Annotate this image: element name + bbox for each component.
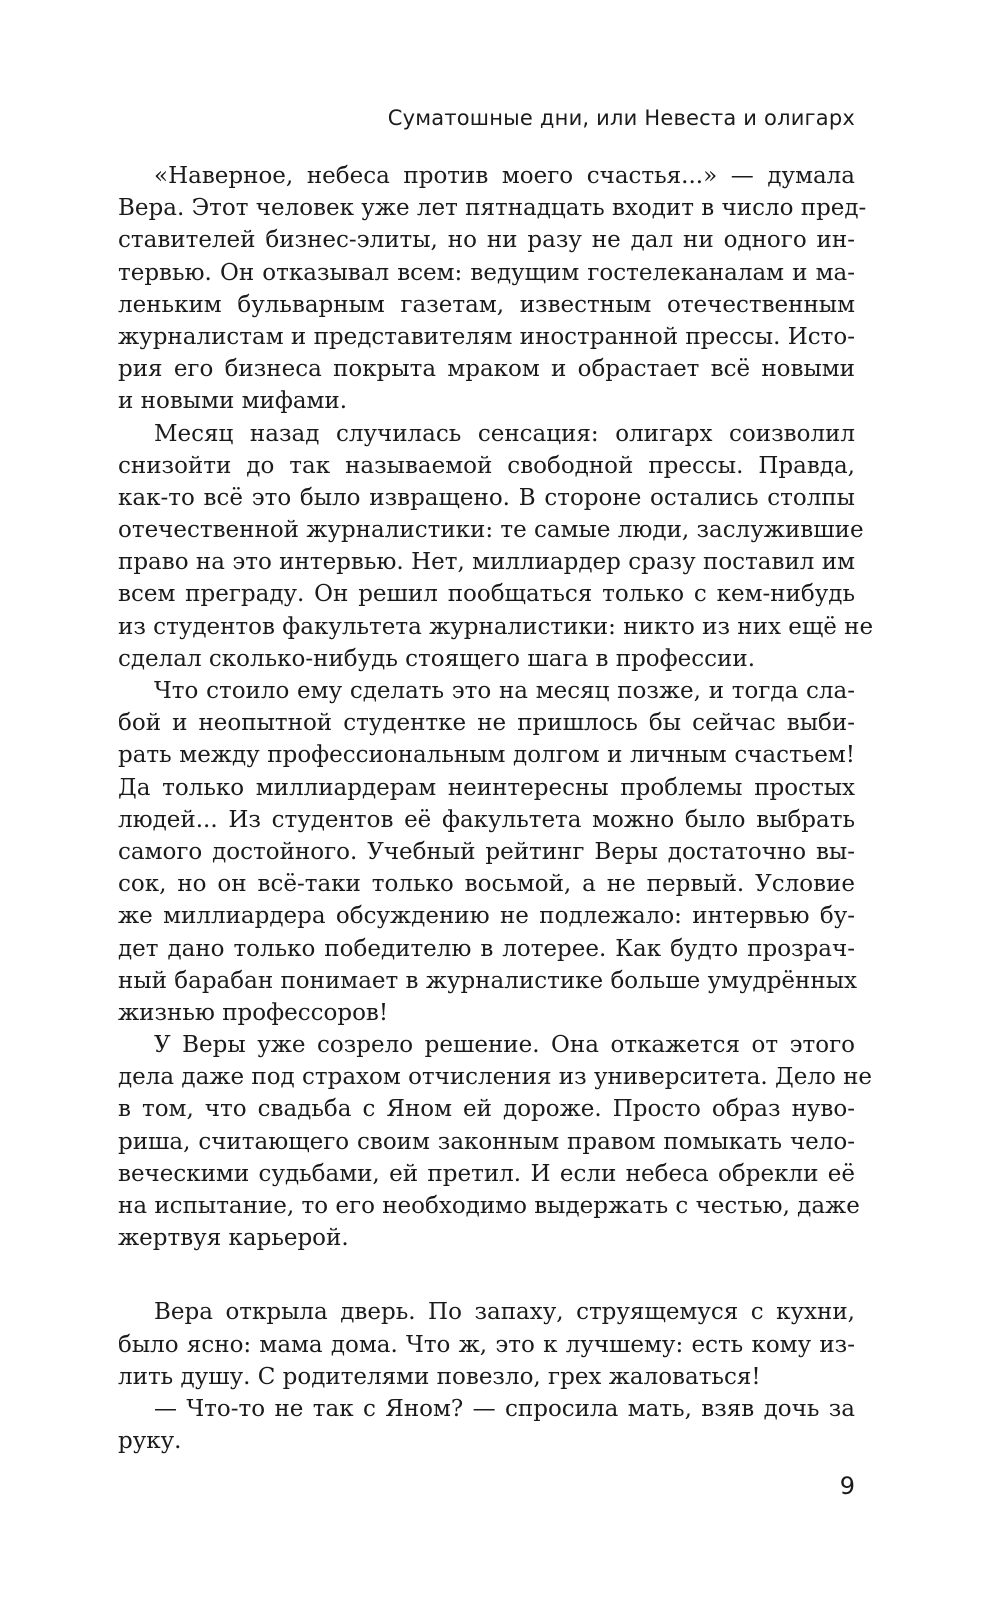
text-line: ставителей бизнес-элиты, но ни разу не дал ни одного ин- — [118, 227, 855, 254]
text-line: тервью. Он отказывал всем: ведущим гостелеканалам и ма- — [118, 259, 855, 286]
paragraph — [118, 675, 855, 1029]
text-line: рать между профессиональным долгом и личным счастьем! — [118, 742, 855, 769]
text-line: ный барабан понимает в журналистике больше умудрённых — [118, 967, 857, 994]
text-line: жизнью профессоров! — [118, 999, 389, 1026]
text-line: из студентов факультета журналистики: никто из них ещё не — [118, 613, 874, 640]
paragraph — [118, 1029, 873, 1254]
text-line: веческими судьбами, ей претил. И если небеса обрекли её — [118, 1160, 855, 1187]
text-line: снизойти до так называемой свободной прессы. Правда, — [118, 452, 855, 479]
text-line: дет дано только победителю в лотерее. Как будто прозрач- — [118, 935, 855, 962]
text-line: всем преграду. Он решил пообщаться только с кем-нибудь — [118, 581, 855, 608]
running-header: Суматошные дни, или Невеста и олигарх — [387, 106, 855, 130]
body-text — [118, 160, 874, 1457]
page-number: 9 — [839, 1472, 855, 1500]
text-line: бой и неопытной студентке не пришлось бы сейчас выби- — [118, 710, 855, 737]
text-line: Месяц назад случилась сенсация: олигарх соизволил — [154, 420, 855, 447]
text-line: на испытание, то его необходимо выдержать с честью, даже — [118, 1193, 860, 1219]
paragraph — [118, 418, 874, 676]
text-line: право на это интервью. Нет, миллиардер сразу поставил им — [118, 549, 855, 576]
text-line: жертвуя карьерой. — [118, 1225, 349, 1252]
text-line: самого достойного. Учебный рейтинг Веры достаточно вы- — [118, 838, 855, 865]
text-line: и новыми мифами. — [118, 388, 348, 415]
text-line: отечественной журналистики: те самые люди, заслужившие — [118, 517, 864, 544]
text-line: же миллиардера обсуждению не подлежало: интервью бу- — [118, 903, 855, 930]
text-line: как-то всё это было извращено. В стороне остались столпы — [118, 484, 855, 511]
paragraph — [118, 160, 867, 418]
text-line: дела даже под страхом отчисления из университета. Дело не — [118, 1064, 873, 1091]
text-line: леньким бульварным газетам, известным отечественным — [118, 291, 855, 318]
text-line: лить душу. С родителями повезло, грех жаловаться! — [118, 1363, 761, 1390]
text-line: Что стоило ему сделать это на месяц позже, и тогда сла- — [154, 678, 855, 704]
text-line: в том, что свадьба с Яном ей дороже. Просто образ нуво- — [118, 1096, 855, 1123]
text-line: Вера открыла дверь. По запаху, струящемуся с кухни, — [154, 1299, 855, 1326]
text-line: сок, но он всё-таки только восьмой, а не первый. Условие — [118, 871, 855, 898]
text-line: руку. — [118, 1428, 182, 1455]
text-line: риша, считающего своим законным правом помыкать чело- — [118, 1128, 855, 1155]
text-line: рия его бизнеса покрыта мраком и обрастает всё новыми — [118, 356, 855, 383]
text-line: журналистам и представителям иностранной прессы. Исто- — [118, 323, 855, 350]
text-line: У Веры уже созрело решение. Она откажется от этого — [154, 1032, 855, 1059]
text-line: сделал сколько-нибудь стоящего шага в профессии. — [118, 645, 756, 672]
paragraph — [118, 1296, 855, 1393]
text-line: было ясно: мама дома. Что ж, это к лучшему: есть кому из- — [118, 1331, 855, 1358]
text-line: — Что-то не так с Яном? — спросила мать, взяв дочь за — [154, 1395, 855, 1422]
text-line: Вера. Этот человек уже лет пятнадцать входит в число пред- — [118, 195, 867, 222]
text-line: Да только миллиардерам неинтересны проблемы простых — [118, 774, 855, 801]
text-line: людей... Из студентов её факультета можно было выбрать — [118, 806, 855, 833]
section-break — [118, 1254, 855, 1296]
paragraph — [118, 1393, 855, 1457]
text-line: «Наверное, небеса против моего счастья...» — думала — [154, 163, 855, 189]
